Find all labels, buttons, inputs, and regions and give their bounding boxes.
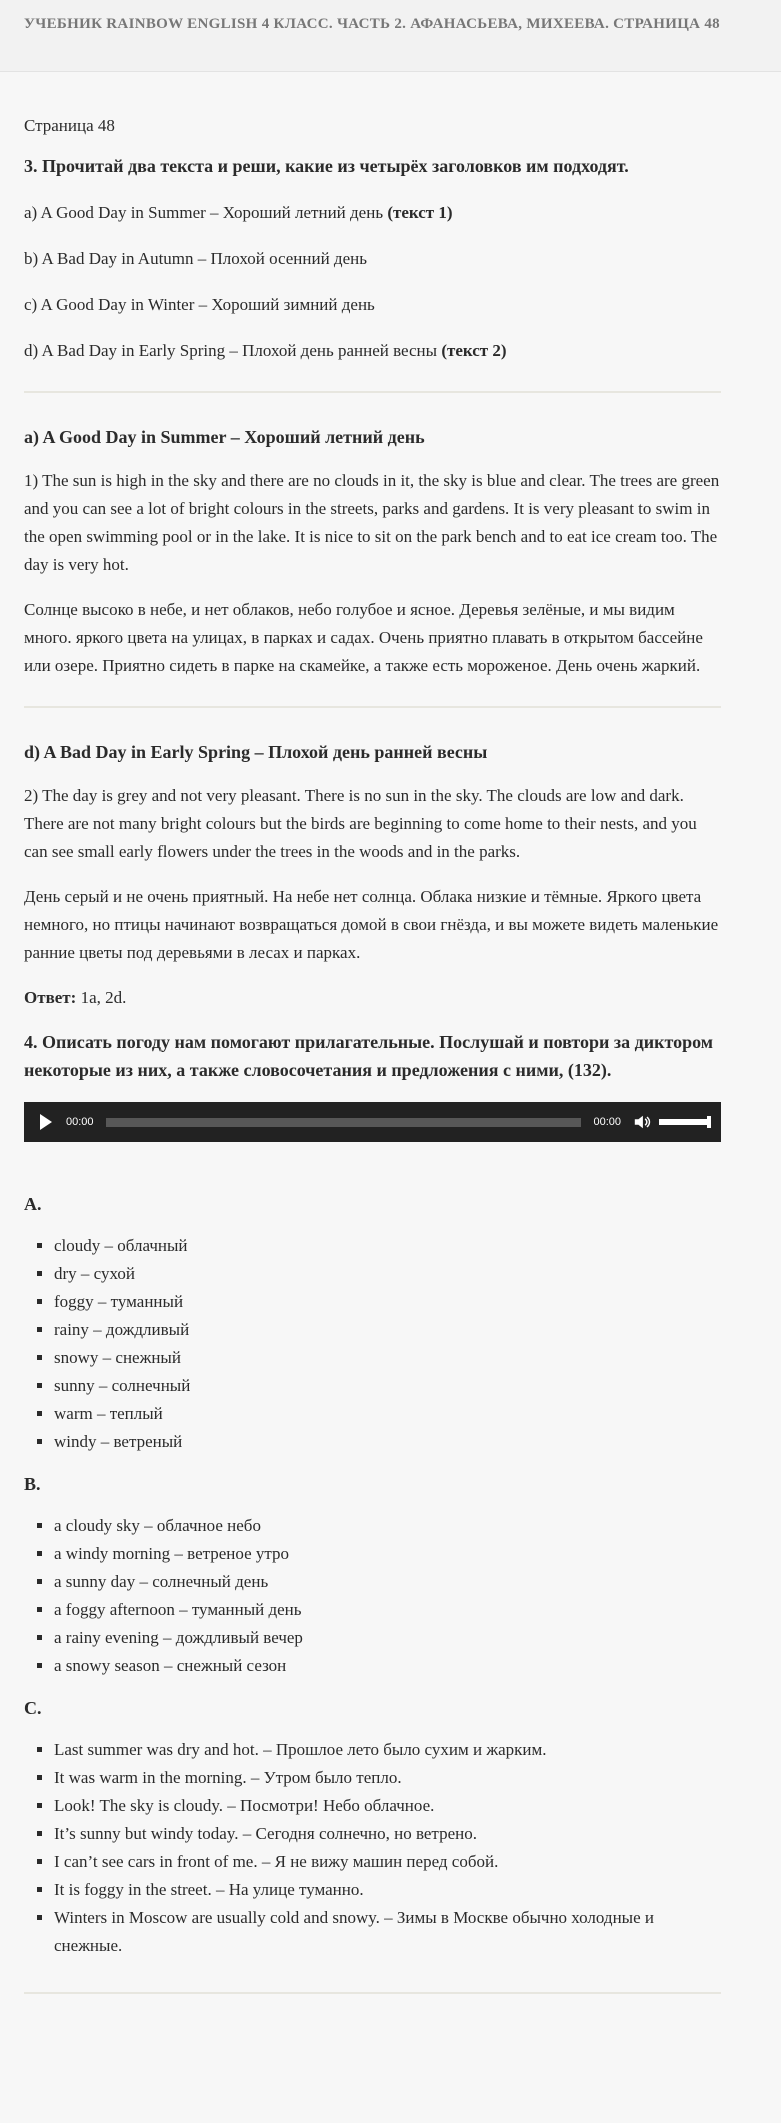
audio-player [24,1102,721,1142]
list-item: ▪ a sunny day – солнечный день [54,1568,721,1596]
section-c-label: C. [24,1698,42,1718]
task3-option: d) A Bad Day in Early Spring – Плохой день ранней весны (текст 2) [24,341,507,360]
section-b-label: B. [24,1474,41,1494]
divider [24,391,721,393]
article-body [0,72,745,1994]
list-item: ▪ a cloudy sky – облачное небо [54,1512,721,1540]
text2-heading: d) A Bad Day in Early Spring – Плохой день ранней весны [24,742,488,762]
list-item: ▪ I can’t see cars in front of me. – Я не вижу машин перед собой. [54,1848,721,1876]
task3-option: c) A Good Day in Winter – Хороший зимний день [24,295,375,314]
list-item: ▪ foggy – туманный [54,1288,721,1316]
answer: Ответ: 1a, 2d. [24,988,127,1007]
task3-option: b) A Bad Day in Autumn – Плохой осенний день [24,249,367,268]
list-item: ▪ Winters in Moscow are usually cold and snowy. – Зимы в Москве обычно холодные и снежные. [54,1904,721,1960]
list-item: ▪ Last summer was dry and hot. – Прошлое лето было сухим и жарким. [54,1736,721,1764]
section-a-label: A. [24,1194,42,1214]
page-title: УЧЕБНИК RAINBOW ENGLISH 4 КЛАСС. ЧАСТЬ 2. АФАНАСЬЕВА, МИХЕЕВА. СТРАНИЦА 48 [24,16,720,32]
list-item: ▪ cloudy – облачный [54,1232,721,1260]
section-b-list [24,1512,721,1680]
list-item: ▪ Look! The sky is cloudy. – Посмотри! Небо облачное. [54,1792,721,1820]
volume-handle[interactable] [707,1116,711,1128]
section-c-list [24,1736,721,1960]
list-item: ▪ a foggy afternoon – туманный день [54,1596,721,1624]
list-item: ▪ warm – теплый [54,1400,721,1428]
play-button[interactable] [34,1110,58,1134]
duration: 00:00 [593,1116,621,1128]
list-item: ▪ It is foggy in the street. – На улице туманно. [54,1876,721,1904]
list-item: ▪ a snowy season – снежный сезон [54,1652,721,1680]
list-item: ▪ It’s sunny but windy today. – Сегодня солнечно, но ветрено. [54,1820,721,1848]
task4-question: 4. Описать погоду нам помогают прилагательные. Послушай и повтори за диктором некоторые из них, а также словосочетания и предложения с ними, (132). [24,1032,713,1080]
current-time: 00:00 [66,1116,94,1128]
divider [24,706,721,708]
list-item: ▪ dry – сухой [54,1260,721,1288]
section-a-list [24,1232,721,1456]
list-item: ▪ sunny – солнечный [54,1372,721,1400]
text2-russian: День серый и не очень приятный. На небе нет солнца. Облака низкие и тёмные. Яркого цвета немного, но птицы начинают возвращаться домой в свои гнёзда, и вы можете видеть маленькие ранние цветы под деревьями в лесах и парках. [24,887,719,962]
list-item: ▪ windy – ветреный [54,1428,721,1456]
volume-slider[interactable] [659,1119,711,1125]
text1-russian: Солнце высоко в небе, и нет облаков, небо голубое и ясное. Деревья зелёные, и мы видим много. яркого цвета на улицах, в парках и садах. Очень приятно плавать в открытом бассейне или озере. Приятно сидеть в парке на скамейке, а также есть мороженое. День очень жаркий. [24,600,703,675]
volume-icon[interactable] [631,1111,653,1133]
divider [24,1992,721,1994]
page-header [0,0,781,72]
task3-question: 3. Прочитай два текста и реши, какие из четырёх заголовков им подходят. [24,156,629,176]
list-item: ▪ It was warm in the morning. – Утром было тепло. [54,1764,721,1792]
list-item: ▪ rainy – дождливый [54,1316,721,1344]
list-item: ▪ a windy morning – ветреное утро [54,1540,721,1568]
list-item: ▪ snowy – снежный [54,1344,721,1372]
task3-option: a) A Good Day in Summer – Хороший летний день (текст 1) [24,203,453,222]
list-item: ▪ a rainy evening – дождливый вечер [54,1624,721,1652]
page-label: Страница 48 [24,116,115,135]
text1-english: 1) The sun is high in the sky and there are no clouds in it, the sky is blue and clear. The trees are green and you can see a lot of bright colours in the streets, parks and gardens. It is very pleasant to swim in the open swimming pool or in the lake. It is nice to sit on the park bench and to eat ice cream too. The day is very hot. [24,471,720,574]
text1-heading: a) A Good Day in Summer – Хороший летний день [24,427,425,447]
text2-english: 2) The day is grey and not very pleasant. There is no sun in the sky. The clouds are low and dark. There are not many bright colours but the birds are beginning to come home to their nests, and you can see small early flowers under the trees in the woods and in the parks. [24,786,697,861]
progress-bar[interactable] [106,1118,582,1127]
